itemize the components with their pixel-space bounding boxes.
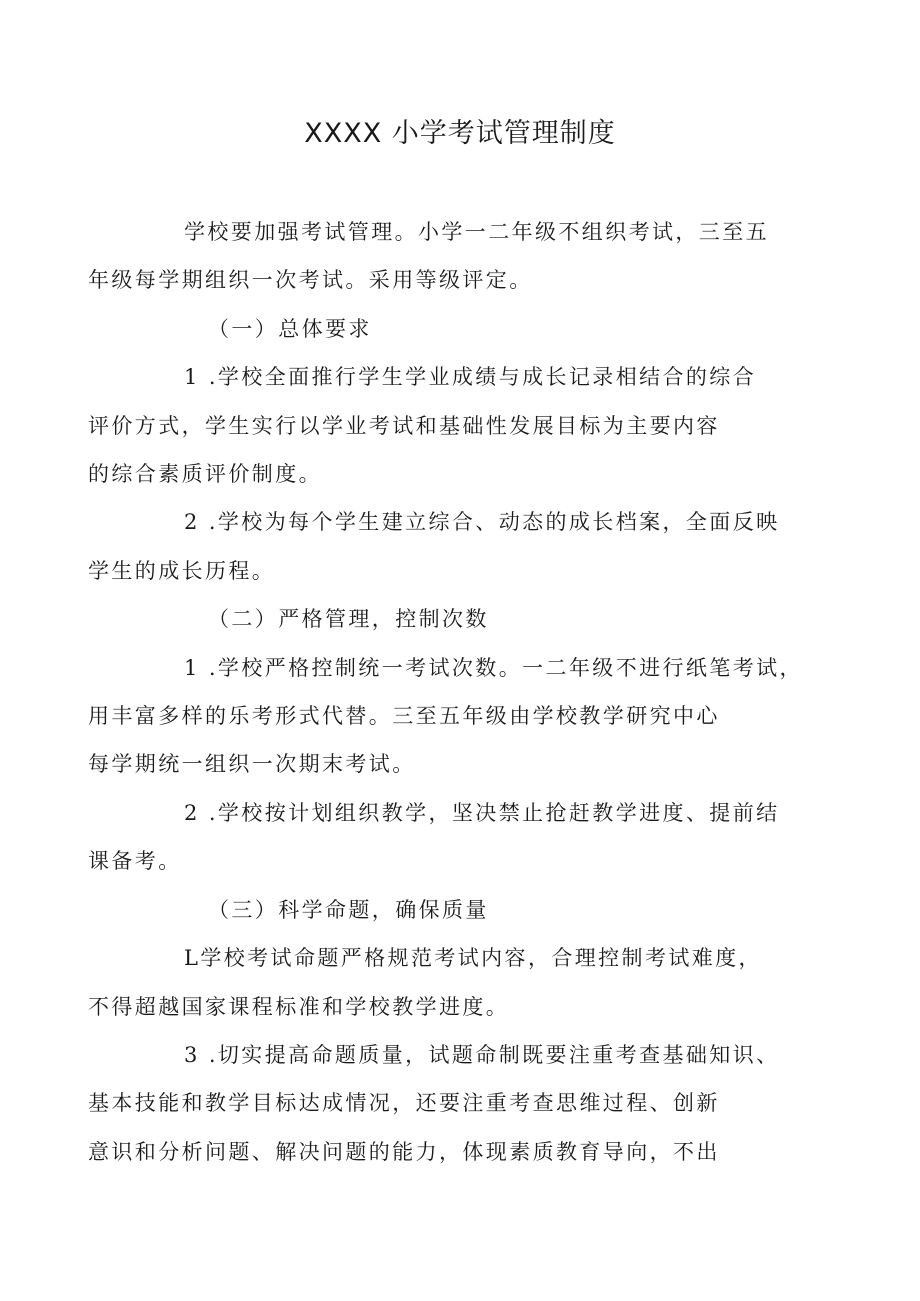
section-heading-1 — [136, 305, 776, 353]
text-line: 3 .切实提高命题质量，试题命制既要注重考查基础知识、 — [184, 1042, 780, 1067]
paragraph-1-2 — [88, 498, 780, 595]
text-line: 用丰富多样的乐考形式代替。三至五年级由学校教学研究中心 — [88, 704, 720, 729]
paragraph-3-1 — [88, 934, 776, 1031]
text-line: 2 .学校为每个学生建立综合、动态的成长档案，全面反映 — [184, 510, 780, 535]
section-heading-2 — [136, 595, 776, 643]
paragraph-3-3 — [88, 1031, 780, 1176]
text-line: 年级每学期组织一次考试。采用等级评定。 — [88, 268, 533, 293]
paragraph-2-2 — [88, 789, 780, 886]
text-line: 的综合素质评价制度。 — [88, 462, 322, 487]
text-line: 1 .学校全面推行学生学业成绩与成长记录相结合的综合 — [184, 365, 757, 390]
text-line: 学生的成长历程。 — [88, 558, 276, 583]
text-line: 2 .学校按计划组织教学，坚决禁止抢赶教学进度、提前结 — [184, 800, 780, 825]
paragraph-2-1 — [88, 644, 803, 789]
section-heading-3 — [136, 886, 776, 934]
text-line: 课备考。 — [88, 849, 182, 874]
text-line: L学校考试命题严格规范考试内容，合理控制考试难度， — [184, 946, 762, 971]
paragraph-1-1 — [88, 353, 776, 498]
text-line: 基本技能和教学目标达成情况，还要注重考查思维过程、创新 — [88, 1091, 720, 1116]
heading-text: （一）总体要求 — [208, 316, 372, 341]
heading-text: （二）严格管理，控制次数 — [208, 607, 489, 632]
paragraph-intro — [88, 208, 776, 305]
text-line: 学校要加强考试管理。小学一二年级不组织考试，三至五 — [184, 220, 769, 244]
heading-text: （三）科学命题，确保质量 — [208, 897, 489, 922]
text-line: 每学期统一组织一次期末考试。 — [88, 752, 416, 777]
document-title: XXXX 小学考试管理制度 — [304, 118, 616, 149]
text-line: 不得超越国家课程标准和学校教学进度。 — [88, 994, 510, 1019]
document-body — [88, 208, 803, 1176]
text-line: 评价方式，学生实行以学业考试和基础性发展目标为主要内容 — [88, 413, 720, 438]
text-line: 意识和分析问题、解决问题的能力，体现素质教育导向，不出 — [88, 1139, 720, 1164]
text-line: 1 .学校严格控制统一考试次数。一二年级不进行纸笔考试， — [184, 655, 803, 680]
